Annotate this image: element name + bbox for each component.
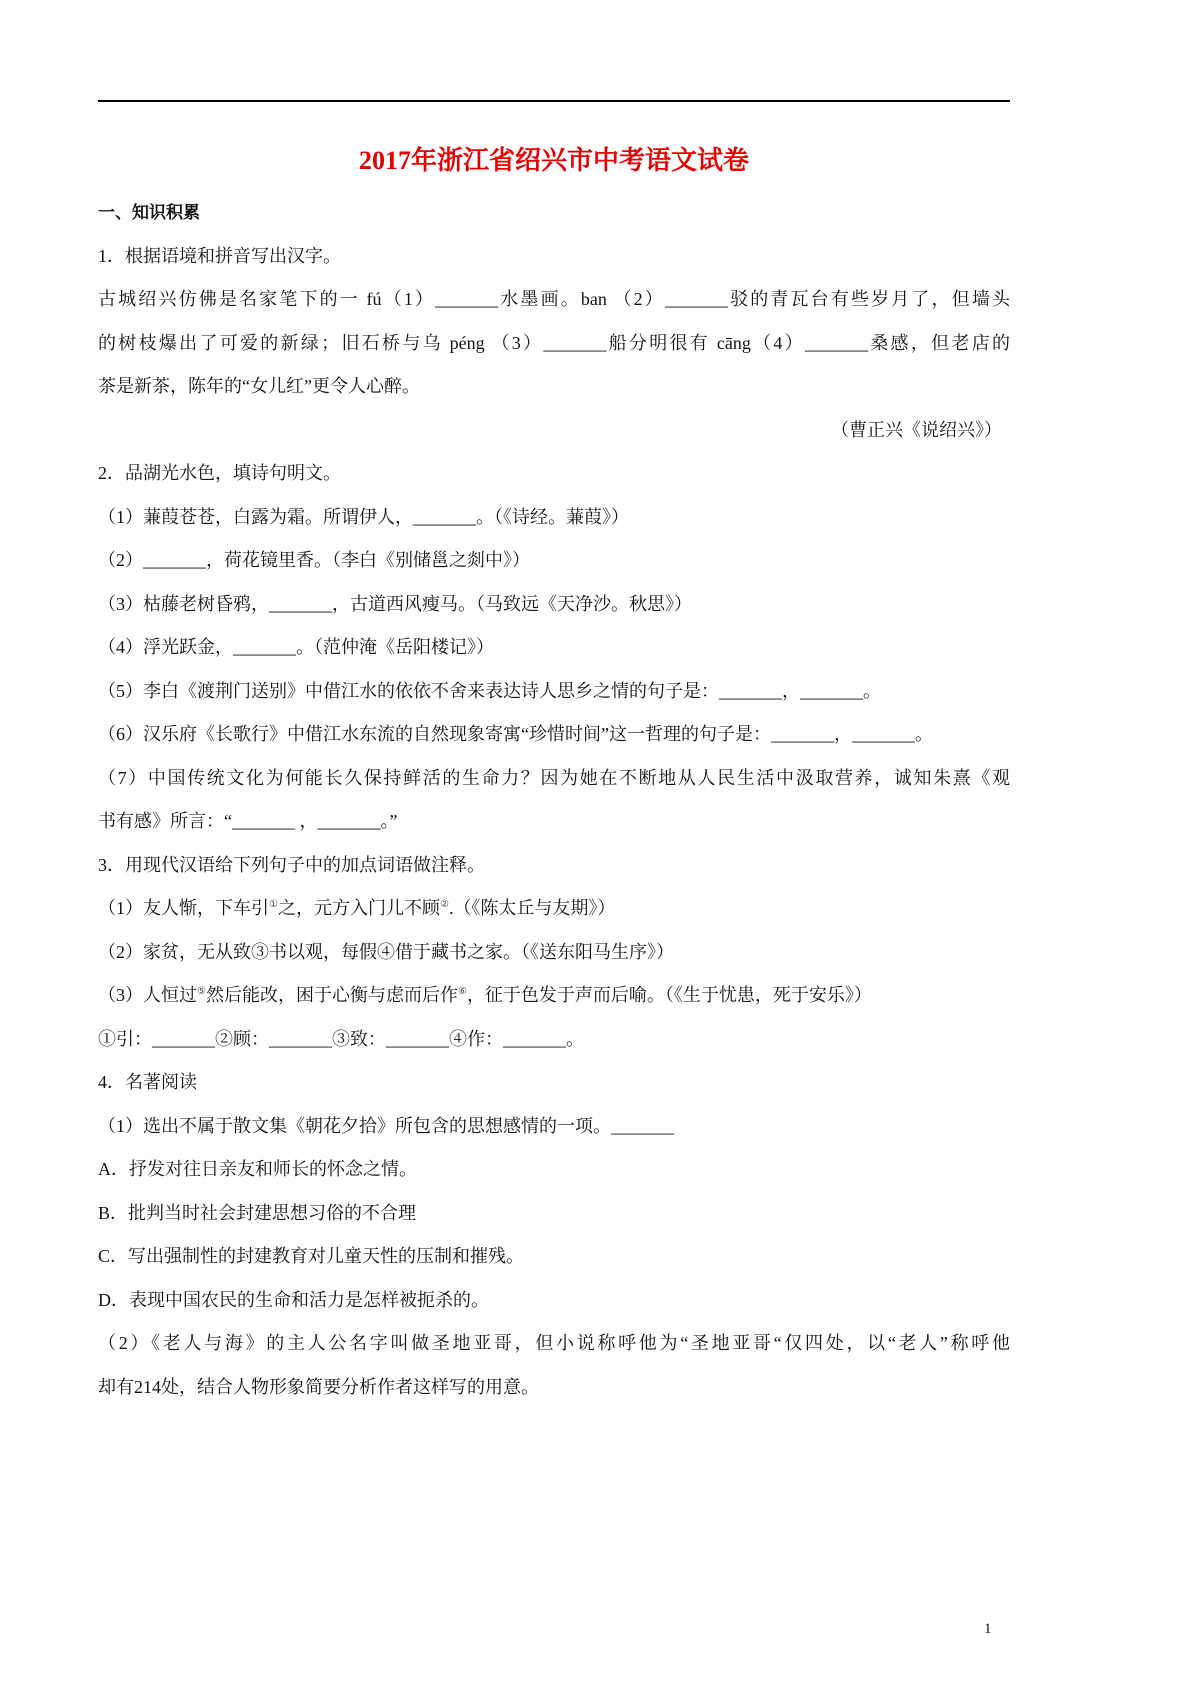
question-3-item-text: 之，元方入门儿不顾 xyxy=(277,898,440,918)
question-4-item-2-line: 却有214处，结合人物形象简要分析作者这样写的用意。 xyxy=(98,1376,539,1397)
option-b: B．批判当时社会封建思想习俗的不合理 xyxy=(98,1202,417,1223)
question-1-stem: 1．根据语境和拼音写出汉字。 xyxy=(98,245,341,266)
question-2-item-7-line: （7）中国传统文化为何能长久保持鲜活的生命力？因为她在不断地从人民生活中汲取营养，诚知朱熹《观 xyxy=(98,767,1010,788)
annotation-mark: ⑥ xyxy=(457,986,467,997)
annotation-mark: ① xyxy=(269,899,278,910)
question-1-passage-line: 茶是新茶，陈年的“女儿红”更令人心醉。 xyxy=(98,376,420,396)
question-2-item-7-line: 书有感》所言：“_______ ，_______。” xyxy=(98,811,398,831)
page-content xyxy=(98,191,1010,1409)
option-a: A．抒发对往日亲友和师长的怀念之情。 xyxy=(98,1159,417,1179)
annotation-mark: ⑤ xyxy=(197,986,206,997)
section-heading: 一、知识积累 xyxy=(98,203,200,222)
option-d: D．表现中国农民的生命和活力是怎样被扼杀的。 xyxy=(98,1289,489,1310)
question-4-stem: 4．名著阅读 xyxy=(98,1072,197,1092)
question-2-item: （6）汉乐府《长歌行》中借江水东流的自然现象寄寓“珍惜时间”这一哲理的句子是：_______，_______。 xyxy=(98,724,933,744)
question-3-item-text: ，征于色发于声而后喻。（《生于忧患，死于安乐》） xyxy=(466,985,872,1005)
question-3-item xyxy=(98,887,1010,931)
question-2-stem: 2．品湖光水色，填诗句明文。 xyxy=(98,463,341,483)
question-3-stem: 3．用现代汉语给下列句子中的加点词语做注释。 xyxy=(98,854,485,875)
question-3-item: （2）家贫，无从致③书以观，每假④借于藏书之家。（《送东阳马生序》） xyxy=(98,941,674,962)
question-1-passage-line: 古城绍兴仿佛是名家笔下的一 fú（1）_______水墨画。ban （2）_______驳的青瓦台有些岁月了，但墙头 xyxy=(98,289,1010,309)
page-number: 1 xyxy=(984,1621,992,1637)
question-3-item-text: 然后能改，困于心衡与虑而后作 xyxy=(205,985,458,1005)
question-2-item: （3）枯藤老树昏鸦，_______，古道西风瘦马。（马致远《天净沙。秋思》） xyxy=(98,593,692,614)
page-title: 2017年浙江省绍兴市中考语文试卷 xyxy=(358,146,749,175)
question-3-answer-blanks: ①引：_______②顾：_______③致：_______④作：_______。 xyxy=(98,1028,584,1049)
question-2-item: （5）李白《渡荆门送别》中借江水的依依不舍来表达诗人思乡之情的句子是：_______，_______。 xyxy=(98,680,881,701)
option-c: C．写出强制性的封建教育对儿童天性的压制和摧残。 xyxy=(98,1246,525,1266)
question-3-item-text: （3）人恒过 xyxy=(98,985,197,1005)
question-4-item: （1）选出不属于散文集《朝花夕拾》所包含的思想感情的一项。_______ xyxy=(98,1115,674,1136)
question-2-item: （2）_______，荷花镜里香。（李白《别储邕之剡中》） xyxy=(98,550,530,570)
question-1-source: （曹正兴《说绍兴》） xyxy=(831,419,1002,440)
question-3-item xyxy=(98,974,1010,1018)
question-3-item-text: （1）友人惭，下车引 xyxy=(98,898,269,918)
question-2-item: （4）浮光跃金，_______。（范仲淹《岳阳楼记》） xyxy=(98,637,494,657)
question-4-item-2-line: （2）《老人与海》的主人公名字叫做圣地亚哥，但小说称呼他为“圣地亚哥“仅四处，以“老人”称呼他 xyxy=(98,1333,1010,1353)
header-rule xyxy=(98,100,1010,102)
question-3-item-text: .（《陈太丘与友期》） xyxy=(448,898,616,918)
question-1-passage-line: 的树枝爆出了可爱的新绿；旧石桥与乌 péng （3）_______船分明很有 cāng（4）_______桑感，但老店的 xyxy=(98,332,1010,353)
question-2-item: （1）蒹葭苍苍，白露为霜。所谓伊人，_______。（《诗经。蒹葭》） xyxy=(98,506,629,527)
annotation-mark: ② xyxy=(439,899,449,910)
